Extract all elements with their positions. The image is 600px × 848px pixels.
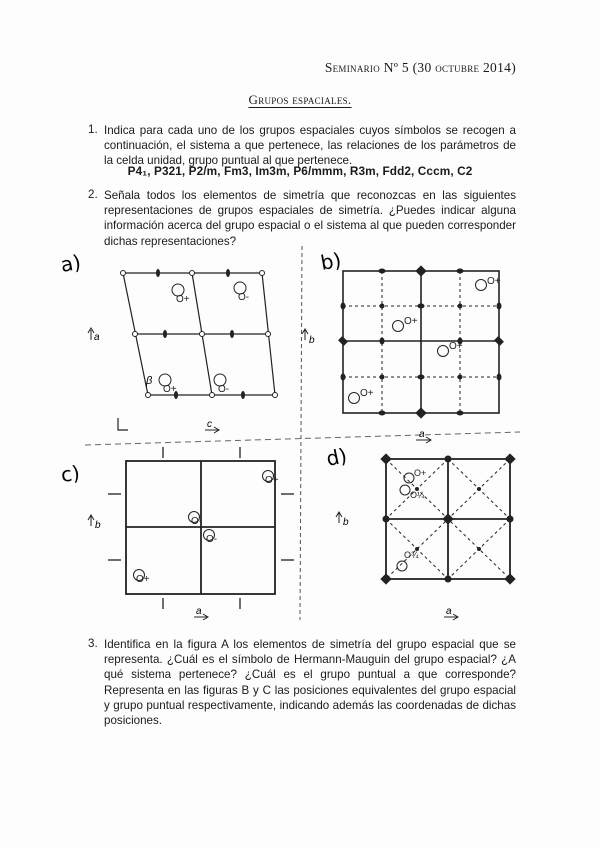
figure-b [302,248,504,443]
axis-label: b [95,520,101,531]
space-group-symbols: P4₁, P321, P2/m, Fm3, Im3m, P6/mmm, R3m, Fdd2, Cccm, C2 [127,164,473,178]
figure-label: b) [318,247,344,275]
mark-label: O- [218,384,230,395]
figures-area [0,240,600,630]
question-number: 3. [88,637,98,650]
mark-label: O+ [176,294,190,305]
seminar-header: Seminario Nº 5 (30 octubre 2014) [324,60,516,75]
axis-label: a [94,332,100,343]
vertical-separator [300,246,302,620]
axis-label: a [196,606,202,617]
mark-label: O- [191,516,203,527]
figure-d [324,443,516,620]
axis-label: c [207,419,212,430]
question-1-text: Indica para cada uno de los grupos espaciales cuyos símbolos se recogen a continuación, el sistema a que pertenece, las relaciones de los parámetros de la celda unidad, grupo puntual al que pertenece. [104,124,516,168]
figure-label: d) [324,443,350,471]
figure-c [59,447,294,620]
mark-label: O+ [404,316,418,327]
question-2-text: Señala todos los elementos de simetría que reconozcas en las siguientes representaciones de grupos espaciales de simetría. ¿Puedes indicar alguna información acerca del grupo espacial o el sistema al que pueden corresponder dichas representaciones? [104,189,516,248]
page-title: Grupos espaciales. [248,92,352,107]
axis-label: a [446,606,452,617]
figure-a [59,250,278,433]
axis-label: b [309,335,315,346]
mark-label: O- [206,534,218,545]
question-number: 1. [88,123,98,136]
axis-label: b [343,517,349,528]
question-number: 2. [88,188,98,201]
mark-label: O¾ [404,550,419,560]
mark-label: O¼ [410,490,425,500]
horizontal-separator [85,432,520,445]
mark-label: O+ [136,574,150,585]
mark-label: O- [238,292,250,303]
mark-label: O+ [360,388,374,399]
figure-label: c) [59,460,82,487]
mark-label: O+ [163,384,177,395]
figure-label: a) [58,249,83,277]
mark-label: O+ [487,276,501,287]
mark-label: O+ [414,468,427,478]
mark-label: O+ [449,341,463,352]
mark-label: O+ [265,475,279,486]
angle-label: β [146,375,153,387]
axis-label: a [419,429,425,440]
question-3-text: Identifica en la figura A los elementos de simetría del grupo espacial que se representa. ¿Cuál es el símbolo de Hermann-Mauguin del grupo espacial? ¿A qué sistema pertenece? ¿Cuál es el grupo puntual a que corresponde? Representa en las figuras B y C las posiciones equivalentes del grupo espacial y grupo puntual respectivamente, indicando además las coordenadas de dichas posiciones. [104,638,516,728]
